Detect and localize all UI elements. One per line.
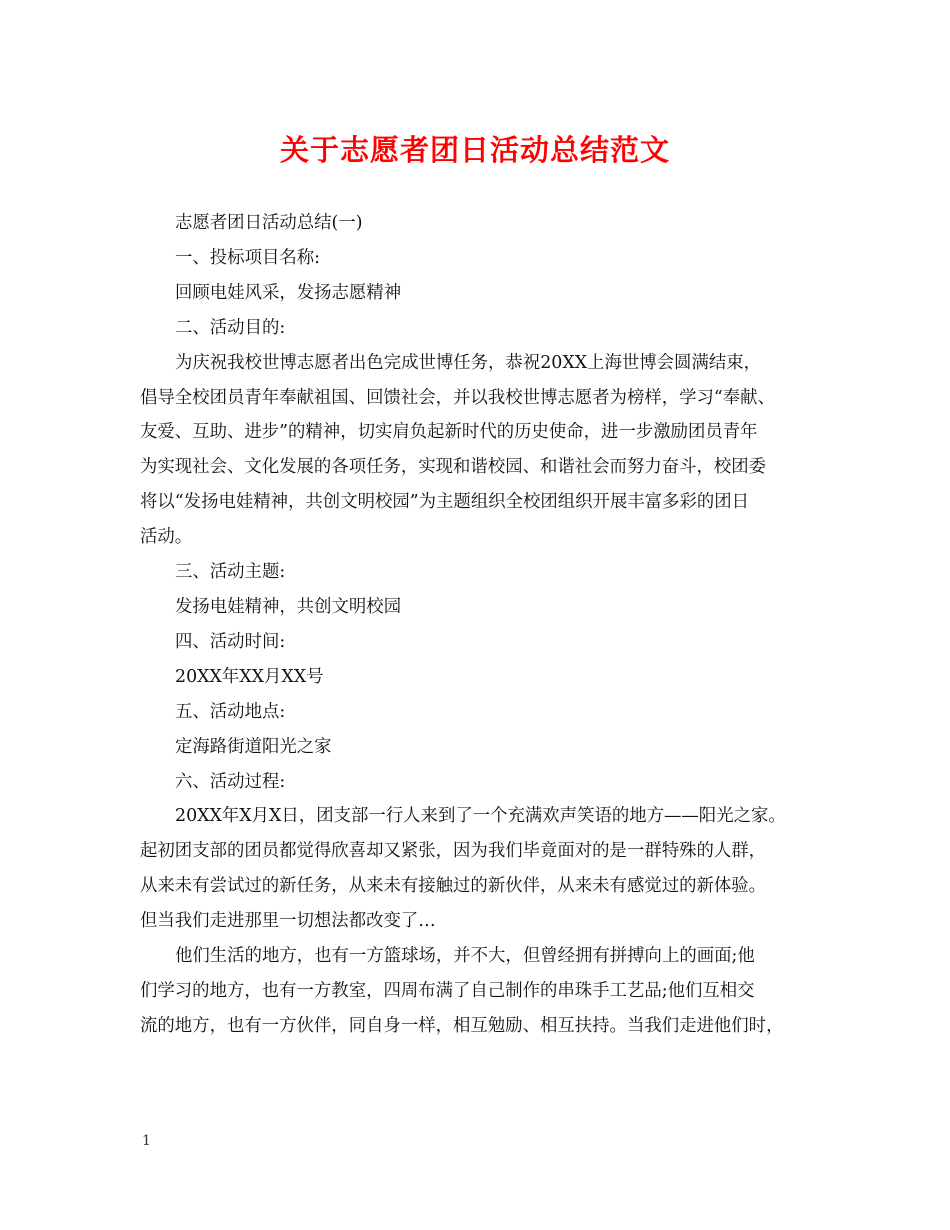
text-line: 从来未有尝试过的新任务，从来未有接触过的新伙伴，从来未有感觉过的新体验。 bbox=[140, 876, 767, 897]
text-line: 六、活动过程: bbox=[175, 771, 286, 792]
text-line: 志愿者团日活动总结(一) bbox=[175, 213, 363, 233]
text-line: 他们生活的地方，也有一方篮球场，并不大，但曾经拥有拼搏向上的画面;他 bbox=[175, 946, 755, 967]
text-line: 三、活动主题: bbox=[175, 562, 286, 583]
text-line: 将以“发扬电娃精神，共创文明校园”为主题组织全校团组织开展丰富多彩的团日 bbox=[140, 492, 750, 513]
text-line: 但当我们走进那里一切想法都改变了… bbox=[140, 911, 436, 932]
text-line: 20XX年XX月XX号 bbox=[175, 666, 324, 687]
text-line: 一、投标项目名称: bbox=[175, 247, 320, 268]
text-line: 五、活动地点: bbox=[175, 701, 286, 722]
text-line: 流的地方，也有一方伙伴，同自身一样，相互勉励、相互扶持。当我们走进他们时， bbox=[140, 1015, 784, 1036]
text-line: 们学习的地方，也有一方教室，四周布满了自己制作的串珠手工艺品;他们互相交 bbox=[140, 980, 755, 1001]
text-line: 活动。 bbox=[140, 527, 193, 548]
text-line: 发扬电娃精神，共创文明校园 bbox=[175, 596, 402, 617]
document-title: 关于志愿者团日活动总结范文 bbox=[279, 133, 670, 167]
text-line: 为庆祝我校世博志愿者出色完成世博任务，恭祝20XX上海世博会圆满结束， bbox=[175, 352, 762, 373]
text-line: 为实现社会、文化发展的各项任务，实现和谐校园、和谐社会而努力奋斗，校团委 bbox=[140, 457, 767, 478]
text-line: 二、活动目的: bbox=[175, 317, 286, 338]
text-line: 20XX年X月X日，团支部一行人来到了一个充满欢声笑语的地方——阳光之家。 bbox=[175, 806, 786, 827]
text-line: 回顾电娃风采，发扬志愿精神 bbox=[175, 282, 402, 303]
document-body bbox=[140, 206, 830, 1044]
text-line: 四、活动时间: bbox=[175, 631, 286, 652]
text-line: 定海路街道阳光之家 bbox=[175, 736, 332, 757]
text-line: 友爱、互助、进步”的精神，切实肩负起新时代的历史使命，进一步激励团员青年 bbox=[140, 422, 758, 443]
text-line: 起初团支部的团员都觉得欣喜却又紧张，因为我们毕竟面对的是一群特殊的人群， bbox=[140, 841, 767, 862]
page-number: 1 bbox=[142, 1133, 151, 1149]
text-line: 倡导全校团员青年奉献祖国、回馈社会，并以我校世博志愿者为榜样，学习“奉献、 bbox=[140, 387, 775, 408]
